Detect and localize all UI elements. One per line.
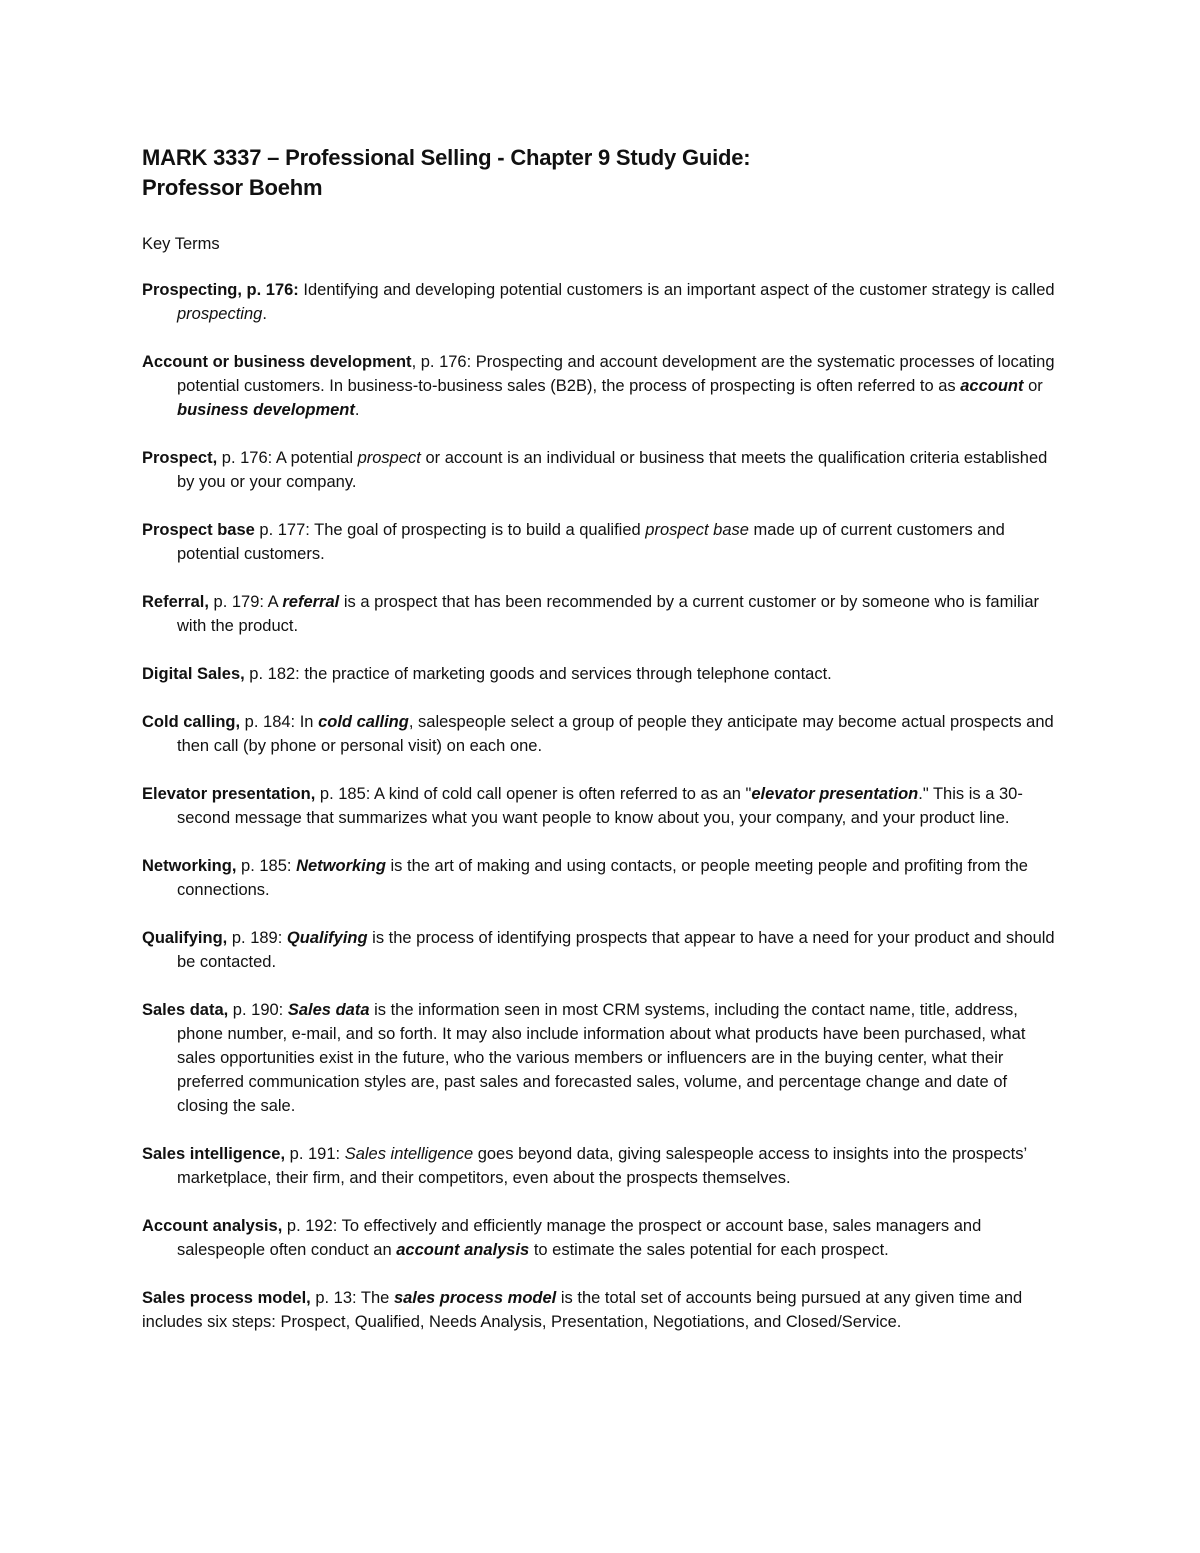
term-prospect-base xyxy=(142,518,1062,566)
term-page: p. 177: xyxy=(254,521,310,539)
term-account-development xyxy=(142,350,1062,422)
section-label-key-terms: Key Terms xyxy=(142,235,220,253)
term-name: Account or business development xyxy=(142,353,412,371)
term-text: Prospecting and account development are the systematic processes of locating potential customers. In business-to-business sales (B2B), the process of prospecting is often referred to as xyxy=(177,353,1055,395)
term-text: To effectively and efficiently manage the prospect or account base, sales managers and salespeople often conduct an xyxy=(177,1217,982,1259)
term-text: or account is an individual or business that meets the qualification criteria established by you or your company. xyxy=(177,449,1048,491)
term-name: Networking, xyxy=(142,857,237,875)
term-text: , salespeople select a group of people they anticipate may become actual prospects and then call (by phone or personal visit) on each one. xyxy=(177,713,1054,755)
term-name: Prospect, xyxy=(142,449,218,467)
term-page: p. 184: xyxy=(240,713,296,731)
term-emphasis: Sales intelligence xyxy=(344,1145,474,1163)
term-name: Referral, xyxy=(142,593,209,611)
term-page: p. 189: xyxy=(227,929,283,947)
term-emphasis: sales process model xyxy=(393,1289,557,1307)
term-elevator-presentation xyxy=(142,782,1062,830)
term-text: A potential xyxy=(272,449,358,467)
term-page: p. 179: xyxy=(208,593,264,611)
term-referral xyxy=(142,590,1062,638)
term-prospecting xyxy=(142,278,1062,326)
term-page: p. 182: xyxy=(244,665,300,683)
term-emphasis: prospect base xyxy=(645,521,749,539)
term-sales-intelligence xyxy=(142,1142,1062,1190)
term-text: to estimate the sales potential for each prospect. xyxy=(529,1241,889,1259)
term-sales-process-model xyxy=(142,1286,1062,1334)
term-page: p. 13: xyxy=(310,1289,357,1307)
term-cold-calling xyxy=(142,710,1062,758)
term-text: made up of current customers and potential customers. xyxy=(177,521,1005,563)
term-name: Elevator presentation, xyxy=(142,785,316,803)
term-text: . xyxy=(354,401,360,419)
title-line-1: MARK 3337 – Professional Selling - Chapter 9 Study Guide: xyxy=(142,145,751,170)
term-emphasis: Networking xyxy=(296,857,386,875)
term-text: is the art of making and using contacts, or people meeting people and profiting from the connections. xyxy=(177,857,1028,899)
term-text: is the process of identifying prospects that appear to have a need for your product and should be contacted. xyxy=(177,929,1055,971)
term-name: Sales data, xyxy=(142,1001,229,1019)
term-name: Prospect base xyxy=(142,521,255,539)
term-prospect xyxy=(142,446,1062,494)
term-emphasis: prospecting xyxy=(177,305,263,323)
document-title xyxy=(142,143,1062,203)
term-emphasis: Sales data xyxy=(287,1001,370,1019)
term-emphasis: account xyxy=(960,377,1024,395)
term-text: is the information seen in most CRM systems, including the contact name, title, address, phone number, e-mail, and so forth. It may also include information about what products have been purchased, what sales opportunities exist in the future, who the various members or influencers are in the buying center, what their preferred communication styles are, past sales and forecasted sales, volume, and percentage change and date of closing the sale. xyxy=(177,1001,1026,1115)
term-page: p. 185: xyxy=(315,785,371,803)
term-page: p. 190: xyxy=(228,1001,284,1019)
term-sales-data xyxy=(142,998,1062,1118)
term-text: is the total set of accounts being pursued at any given time and includes six steps: Prospect, Qualified, Needs Analysis, Presentation, Negotiations, and Closed/Service. xyxy=(142,1289,1023,1331)
term-name: Account analysis, xyxy=(142,1217,283,1235)
term-page: p. 192: xyxy=(282,1217,338,1235)
term-text: . xyxy=(262,305,267,323)
term-text: Identifying and developing potential customers is an important aspect of the customer strategy is called xyxy=(298,281,1055,299)
term-qualifying xyxy=(142,926,1062,974)
term-emphasis: cold calling xyxy=(318,713,409,731)
term-name: Prospecting xyxy=(142,281,238,299)
term-emphasis: prospect xyxy=(357,449,421,467)
term-page: p. 176: xyxy=(217,449,273,467)
term-text: or xyxy=(1023,377,1043,395)
term-emphasis: business development xyxy=(177,401,355,419)
term-text: The xyxy=(356,1289,394,1307)
term-name: Digital Sales, xyxy=(142,665,245,683)
term-digital-sales xyxy=(142,662,1062,686)
term-name: Qualifying, xyxy=(142,929,228,947)
term-text: the practice of marketing goods and services through telephone contact. xyxy=(299,665,832,683)
term-name: Sales process model, xyxy=(142,1289,311,1307)
term-text: ." This is a 30-second message that summarizes what you want people to know about you, your company, and your product line. xyxy=(177,785,1023,827)
term-name: Cold calling, xyxy=(142,713,241,731)
term-text: In xyxy=(295,713,319,731)
term-text: is a prospect that has been recommended by a current customer or by someone who is familiar with the product. xyxy=(177,593,1039,635)
term-text: The goal of prospecting is to build a qualified xyxy=(309,521,646,539)
term-emphasis: elevator presentation xyxy=(751,785,919,803)
term-page: , p. 176: xyxy=(237,281,299,299)
term-page: p. 185: xyxy=(236,857,292,875)
title-line-2: Professor Boehm xyxy=(142,175,323,200)
term-emphasis: account analysis xyxy=(396,1241,530,1259)
term-text: A kind of cold call opener is often referred to as an " xyxy=(370,785,752,803)
term-text: A xyxy=(264,593,283,611)
term-text: goes beyond data, giving salespeople access to insights into the prospects’ marketplace, their firm, and their competitors, even about the prospects themselves. xyxy=(177,1145,1027,1187)
term-page: p. 191: xyxy=(285,1145,341,1163)
term-emphasis: referral xyxy=(282,593,340,611)
term-networking xyxy=(142,854,1062,902)
document-page xyxy=(142,143,1062,1358)
term-name: Sales intelligence, xyxy=(142,1145,286,1163)
term-account-analysis xyxy=(142,1214,1062,1262)
term-emphasis: Qualifying xyxy=(286,929,368,947)
term-page: , p. 176: xyxy=(411,353,472,371)
